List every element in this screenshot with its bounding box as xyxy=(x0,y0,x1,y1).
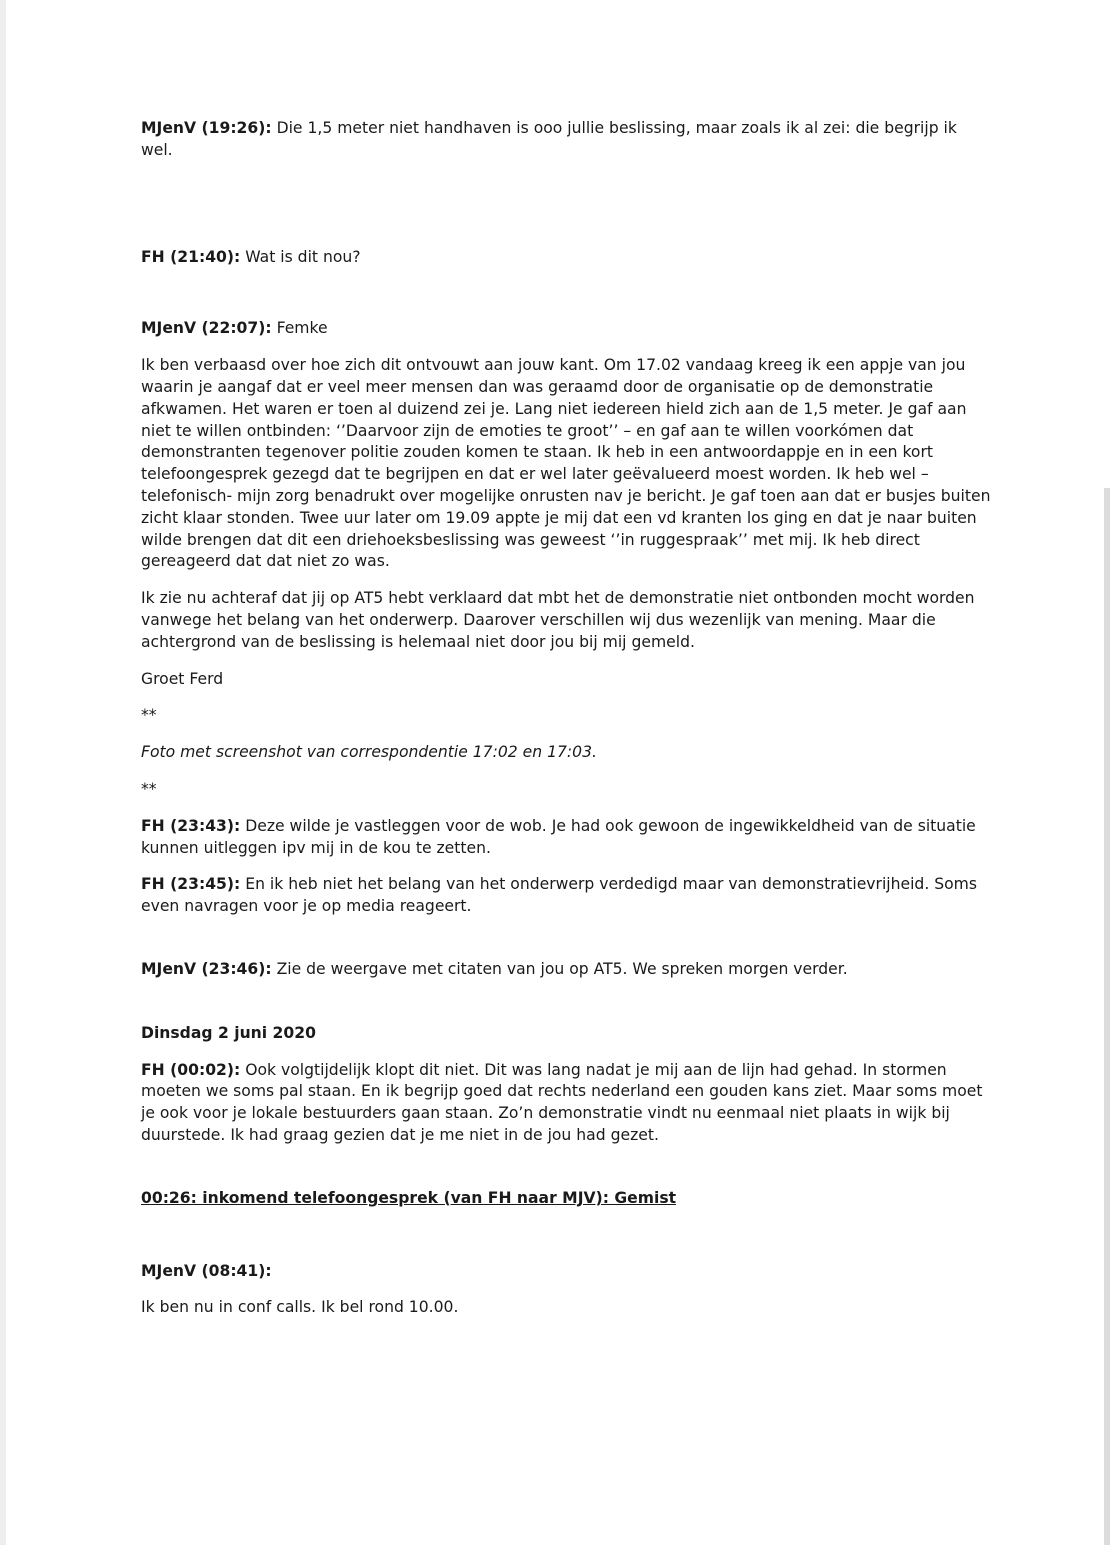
message-text: Deze wilde je vastleggen voor de wob. Je had ook gewoon de ingewikkeldheid van de situatie kunnen uitleggen ipv mij in de kou te zetten. xyxy=(141,816,976,857)
speaker-label: FH (23:45): xyxy=(141,875,241,894)
signature-line: Groet Ferd xyxy=(141,669,224,688)
document-page xyxy=(141,118,991,1319)
message-text: Zie de weergave met citaten van jou op AT5. We spreken morgen verder. xyxy=(271,959,848,978)
message-text: Wat is dit nou? xyxy=(240,247,361,266)
speaker-label: FH (00:02): xyxy=(141,1060,241,1079)
message-paragraph: Ik zie nu achteraf dat jij op AT5 hebt verklaard dat mbt het de demonstratie niet ontbonden mocht worden vanwege het belang van het onderwerp. Daarover verschillen wij dus wezenlijk van mening. Maar die achtergrond van de beslissing is helemaal niet door jou bij mij gemeld. xyxy=(141,589,975,651)
date-heading: Dinsdag 2 juni 2020 xyxy=(141,1023,316,1042)
message-mjenv-2346 xyxy=(141,959,991,981)
message-fh-2345 xyxy=(141,874,991,918)
speaker-label: FH (21:40): xyxy=(141,247,241,266)
scrollbar-track[interactable] xyxy=(1104,488,1110,1545)
message-text: En ik heb niet het belang van het onderwerp verdedigd maar van demonstratievrijheid. Soms even navragen voor je op media reageert. xyxy=(141,875,977,916)
message-text: Ook volgtijdelijk klopt dit niet. Dit was lang nadat je mij aan de lijn had gehad. In stormen moeten we soms pal staan. En ik begrijp goed dat rechts nederland een gouden kans ziet. Maar soms moet je ook voor je lokale bestuurders gaan staan. Zo’n demonstratie vindt nu eenmaal niet plaats in wijk bij duurstede. Ik had graag gezien dat je me niet in de jou had gezet. xyxy=(141,1060,983,1144)
speaker-label: FH (23:43): xyxy=(141,816,241,835)
message-fh-2343 xyxy=(141,816,991,860)
message-fh-2140 xyxy=(141,247,991,269)
page-left-edge xyxy=(0,0,6,1545)
message-mjenv-1926 xyxy=(141,118,991,162)
speaker-label: MJenV (19:26): xyxy=(141,119,272,137)
speaker-label: MJenV (22:07): xyxy=(141,319,272,338)
speaker-label: MJenV (08:41): xyxy=(141,1261,272,1280)
message-paragraph: Ik ben verbaasd over hoe zich dit ontvouwt aan jouw kant. Om 17.02 vandaag kreeg ik een appje van jou waarin je aangaf dat er veel meer mensen dan was geraamd door de organisatie op de demonstratie afkwamen. Het waren er toen al duizend zei je. Lang niet iedereen hield zich aan de 1,5 meter. Je gaf aan niet te willen ontbinden: ‘’Daarvoor zijn de emoties te groot’’ – en gaf aan te willen voorkómen dat demonstranten tegenover politie zouden komen te staan. Ik heb in een antwoordappje en in een kort telefoongesprek gezegd dat te begrijpen en dat er wel later geëvalueerd moest worden. Ik heb wel –telefonisch- mijn zorg benadrukt over mogelijke onrusten nav je bericht. Je gaf toen aan dat er busjes buiten zicht klaar stonden. Twee uur later om 19.09 appte je mij dat een vd kranten los ging en dat je naar buiten wilde brengen dat dit een driehoeksbeslissing was geweest ‘’in ruggespraak’’ met mij. Ik heb direct gereageerd dat dat niet zo was. xyxy=(141,356,991,571)
photo-caption: Foto met screenshot van correspondentie 17:02 en 17:03. xyxy=(141,743,597,762)
separator-asterisks: ** xyxy=(141,706,157,725)
phone-call-entry: 00:26: inkomend telefoongesprek (van FH naar MJV): Gemist xyxy=(141,1188,677,1207)
message-mjenv-0841 xyxy=(141,1261,991,1283)
message-text: Femke xyxy=(271,319,328,338)
separator-asterisks: ** xyxy=(141,779,157,798)
message-fh-0002 xyxy=(141,1060,991,1147)
speaker-label: MJenV (23:46): xyxy=(141,959,272,978)
message-text: Die 1,5 meter niet handhaven is ooo jullie beslissing, maar zoals ik al zei: die begrijp ik wel. xyxy=(141,119,957,159)
message-mjenv-2207 xyxy=(141,318,991,340)
message-paragraph: Ik ben nu in conf calls. Ik bel rond 10.00. xyxy=(141,1298,459,1317)
